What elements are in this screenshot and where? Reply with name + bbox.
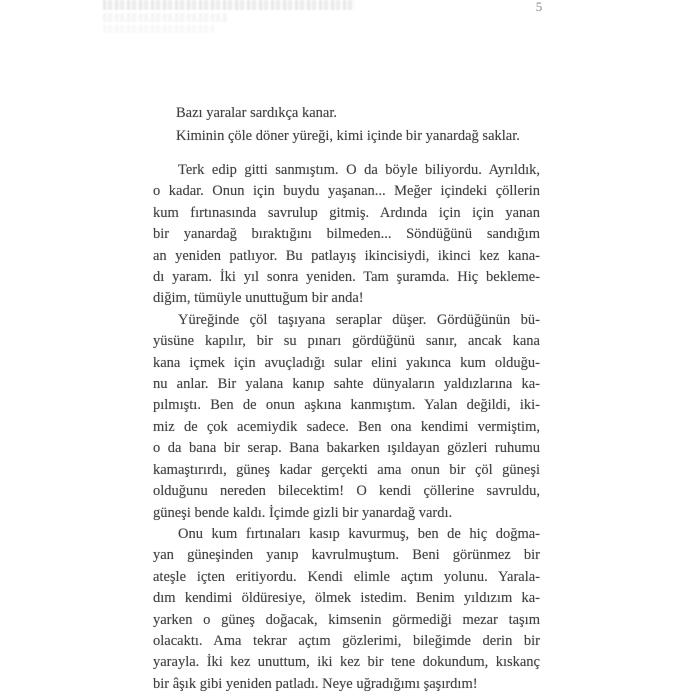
text-line: diğim, tümüyle unuttuğum bir anda!: [153, 290, 364, 307]
text-line: Terk edip gitti sanmıştım. O da böyle biliyordu. Ayrıldık,: [178, 162, 540, 178]
text-line: bir yanardağ bıraktığını bilmeden... Söndüğünü sandığım: [153, 226, 540, 243]
text-line: nu anlar. Bir yalana kanıp sahte dünyaların yaldızlarına ka-: [153, 376, 540, 393]
text-line: dım kendimi öldüresiye, ölmek istedim. Benim yıldızım ka-: [153, 590, 540, 607]
text-line: o kadar. Onun için buydu yaşanan... Meğer içindeki çöllerin: [153, 183, 540, 200]
text-line: an yeniden patlıyor. Bu patlayış ikincisiydi, ikinci kez kana-: [153, 247, 540, 264]
epigraph-line: Kiminin çöle döner yüreği, kimi içinde bir yanardağ saklar.: [176, 127, 520, 144]
text-line: yan güneşinden yanıp kavrulmuştum. Beni görünmez bir: [153, 547, 540, 564]
epigraph: [176, 102, 556, 147]
body-text: [153, 160, 540, 695]
page-number: 5: [535, 0, 543, 14]
text-line: Onu kum fırtınaları kasıp kavurmuş, ben de hiç doğma-: [178, 525, 540, 542]
cropped-text-artifact: [103, 0, 355, 10]
text-line: Yüreğinde çöl taşıyana seraplar düşer. Gördüğünün bü-: [178, 311, 540, 328]
epigraph-line: Bazı yaralar sardıkça kanar.: [176, 105, 338, 121]
text-line: yüsüne kapılır, bir su pınarı gördüğünü sanır, ancak kana: [153, 333, 540, 350]
text-line: bir âşık gibi yeniden patladı. Neye uğradığımı şaşırdım!: [153, 675, 478, 692]
text-line: güneşi bende kaldı. İçimde gizli bir yanardağ vardı.: [153, 504, 453, 521]
text-line: olduğunu nereden bilecektim! O kendi çöllerine savruldu,: [153, 483, 540, 500]
cropped-text-artifact: [103, 25, 215, 33]
text-line: olacaktı. Ama tekrar açtım gözlerimi, bileğimde derin bir: [153, 632, 540, 649]
text-line: kum fırtınasında savrulup gitmiş. Ardında için için yanan: [153, 204, 540, 221]
text-line: kana içmek için avuçladığı sular elini yakınca kum olduğu-: [153, 354, 540, 371]
text-line: yarayla. İki kez unuttum, iki kez bir tene dokundum, kıskanç: [153, 654, 540, 671]
cropped-text-artifact: [103, 13, 228, 22]
text-line: dı yaram. İki yıl sonra yeniden. Tam şuramda. Hiç bekleme-: [153, 269, 540, 286]
text-line: o da bana bir serap. Bana bakarken ışıldayan gözleri ruhumu: [153, 440, 540, 457]
text-line: pılmıştı. Ben de onun aşkına kanmıştım. Yalan değildi, iki-: [153, 397, 540, 414]
text-line: miz de çok acemiydik sadece. Ben ona kendimi vermiştim,: [153, 418, 540, 435]
text-line: kamaştırırdı, güneş kadar gerçekti ama onun bir çöl güneşi: [153, 461, 540, 478]
text-line: ateşle içten eritiyordu. Kendi elimle açtım yolunu. Yarala-: [153, 568, 540, 585]
text-line: yarken o güneş doğacak, kimsenin görmediği mezar taşım: [153, 611, 540, 628]
